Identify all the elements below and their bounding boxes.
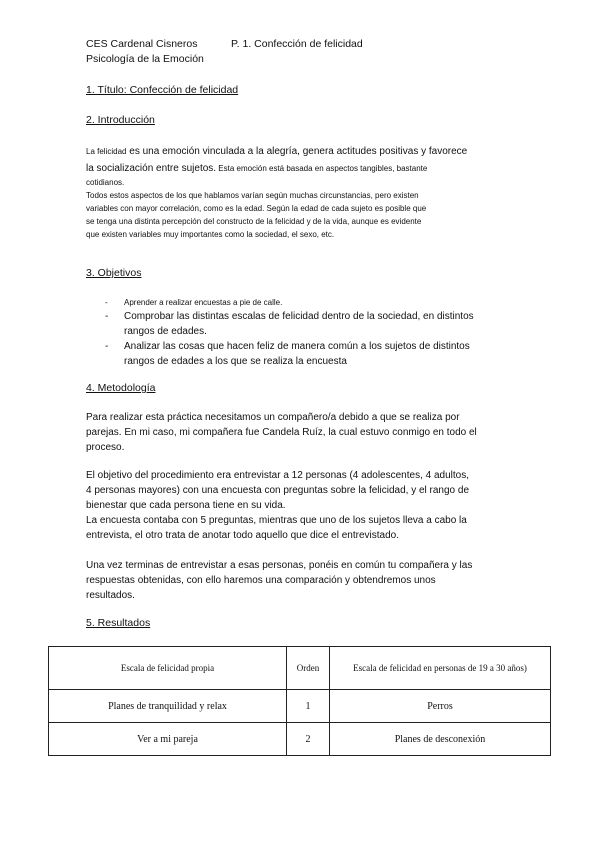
column-header-group: Escala de felicidad en personas de 19 a 30 años) bbox=[330, 647, 551, 690]
objective-item: - Comprobar las distintas escalas de felicidad dentro de la sociedad, en distintos rangos de edades. bbox=[105, 311, 474, 337]
cell-own: Ver a mi pareja bbox=[49, 723, 287, 756]
section-2-heading: 2. Introducción bbox=[86, 114, 155, 126]
intro-text bbox=[86, 142, 526, 241]
cell-own: Planes de tranquilidad y relax bbox=[49, 690, 287, 723]
column-header-own: Escala de felicidad propia bbox=[49, 647, 287, 690]
table-row bbox=[49, 723, 551, 756]
cell-group: Planes de desconexión bbox=[330, 723, 551, 756]
cell-order: 2 bbox=[287, 723, 330, 756]
objectives-list bbox=[86, 296, 546, 369]
header-subject: Psicología de la Emoción bbox=[86, 53, 204, 65]
cell-group: Perros bbox=[330, 690, 551, 723]
table-header-row bbox=[49, 647, 551, 690]
cell-order: 1 bbox=[287, 690, 330, 723]
header-practice: P. 1. Confección de felicidad bbox=[231, 38, 363, 50]
section-1-heading: 1. Título: Confección de felicidad bbox=[86, 84, 239, 96]
intro-line1-a: La felicidad bbox=[86, 147, 127, 156]
intro-line1-b: es una emoción vinculada a la alegría, genera actitudes positivas y favorece bbox=[126, 146, 468, 157]
intro-line4: Todos estos aspectos de los que hablamos varían según muchas circunstancias, pero existen bbox=[86, 191, 419, 200]
objective-item: - Analizar las cosas que hacen feliz de manera común a los sujetos de distintos rangos de edades a los que se realiza la encuesta bbox=[105, 341, 470, 367]
section-3-heading: 3. Objetivos bbox=[86, 267, 142, 279]
intro-line3: cotidianos. bbox=[86, 178, 125, 187]
method-paragraph-1: Para realizar esta práctica necesitamos un compañero/a debido a que se realiza por parejas. En mi caso, mi compañera fue Candela Ruíz, la cual estuvo conmigo en todo el proceso. bbox=[86, 412, 477, 453]
column-header-order: Orden bbox=[287, 647, 330, 690]
objective-item: - Aprender a realizar encuestas a pie de calle. bbox=[105, 298, 283, 307]
method-paragraph-2: El objetivo del procedimiento era entrevistar a 12 personas (4 adolescentes, 4 adultos, 4 personas mayores) con una encuesta con preguntas sobre la felicidad, y el rango de bienestar que cada persona tiene en su vida. La encuesta contaba con 5 preguntas, mientras que uno de los sujetos lleva a cabo la entrevista, el otro trata de anotar todo aquello que dice el entrevistado. bbox=[86, 470, 470, 541]
header-school: CES Cardenal Cisneros bbox=[86, 38, 198, 50]
method-paragraph-3: Una vez terminas de entrevistar a esas personas, ponéis en común tu compañera y las respuestas obtenidas, con ello haremos una comparación y obtendremos unos resultados. bbox=[86, 560, 473, 601]
section-5-heading: 5. Resultados bbox=[86, 617, 151, 629]
table-row bbox=[49, 690, 551, 723]
intro-line2-b: Esta emoción está basada en aspectos tangibles, bastante bbox=[216, 164, 428, 173]
intro-line2-a: la socialización entre sujetos. bbox=[86, 163, 217, 174]
intro-line7: que existen variables muy importantes como la sociedad, el sexo, etc. bbox=[86, 230, 335, 239]
intro-line6: se tenga una distinta percepción del constructo de la felicidad y de la vida, aunque es evidente bbox=[86, 217, 422, 226]
intro-line5: variables con mayor correlación, como es la edad. Según la edad de cada sujeto es posible que bbox=[86, 204, 427, 213]
section-4-heading: 4. Metodología bbox=[86, 382, 156, 394]
results-table bbox=[48, 646, 551, 756]
